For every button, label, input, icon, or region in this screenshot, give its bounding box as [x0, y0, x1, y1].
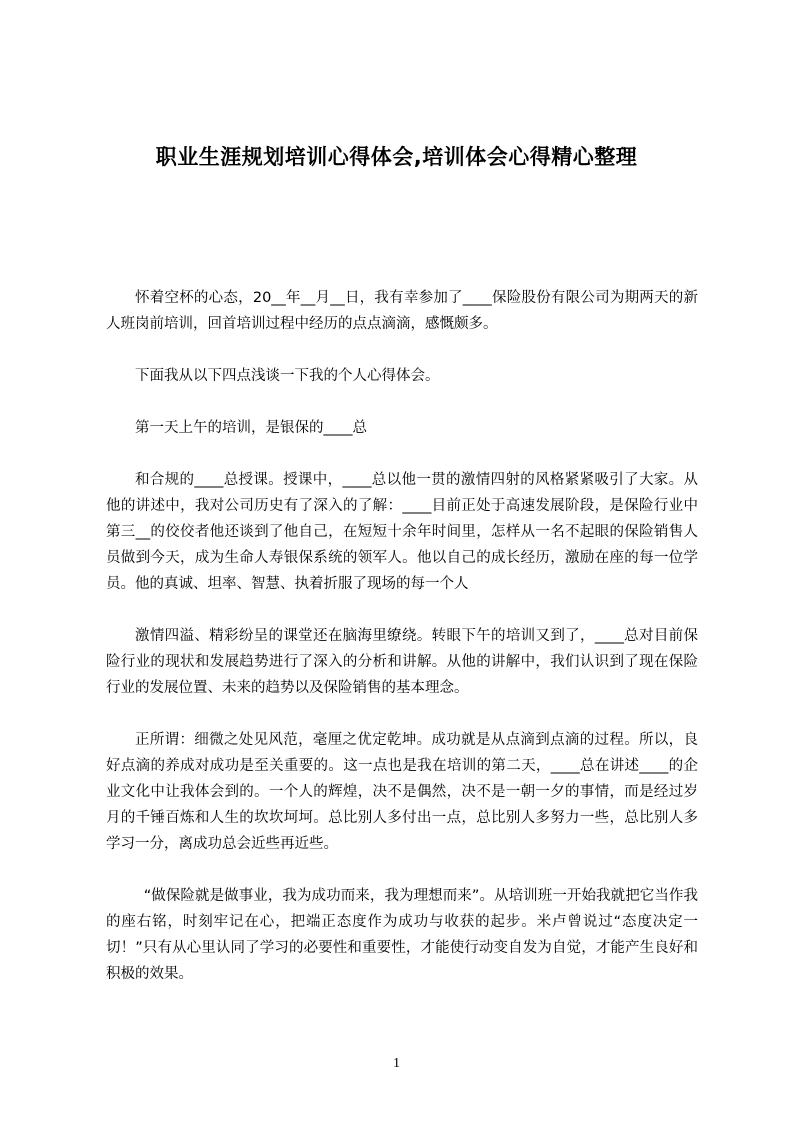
document-body — [106, 285, 698, 1013]
paragraph-compliance-lecture: 和合规的____总授课。授课中，____总以他一贯的激情四射的风格紧紧吸引了大家。从他的讲述中，我对公司历史有了深入的了解：____目前正处于高速发展阶段，是保险行业中第三__的佼佼者他还谈到了他自己，在短短十余年时间里，怎样从一名不起眼的保险销售人员做到今天，成为生命人寿银保系统的领军人。他以自己的成长经历，激励在座的每一位学员。他的真诚、坦率、智慧、执着折服了现场的每一个人 — [106, 472, 698, 592]
page-number: 1 — [393, 1056, 400, 1071]
paragraph-details-matter: 正所谓：细微之处见风范，毫厘之优定乾坤。成功就是从点滴到点滴的过程。所以，良好点滴的养成对成功是至关重要的。这一点也是我在培训的第二天，____总在讲述____的企业文化中让我体会到的。一个人的辉煌，决不是偶然，决不是一朝一夕的事情，而是经过岁月的千锤百炼和人生的坎坎坷坷。总比别人多付出一点，总比别人多努力一些，总比别人多学习一分，离成功总会近些再近些。 — [106, 732, 698, 852]
paragraph-afternoon-training: 激情四溢、精彩纷呈的课堂还在脑海里缭绕。转眼下午的培训又到了，____总对目前保险行业的现状和发展趋势进行了深入的分析和讲解。从他的讲解中，我们认识到了现在保险行业的发展位置、未来的趋势以及保险销售的基本理念。 — [106, 628, 698, 696]
paragraph-outline: 下面我从以下四点浅谈一下我的个人心得体会。 — [135, 368, 440, 384]
document-title: 职业生涯规划培训心得体会,培训体会心得精心整理 — [155, 145, 638, 169]
paragraph-day-one-morning: 第一天上午的培训，是银保的____总 — [135, 420, 367, 436]
paragraph-motto: “做保险就是做事业，我为成功而来，我为理想而来”。从培训班一开始我就把它当作我的座右铭，时刻牢记在心，把端正态度作为成功与收获的起步。米卢曾说过“态度决定一切！”只有从心里认同了学习的必要性和重要性，才能使行动变自发为自觉，才能产生良好和积极的效果。 — [106, 888, 698, 982]
paragraph-intro: 怀着空杯的心态，20__年__月__日，我有幸参加了____保险股份有限公司为期两天的新人班岗前培训，回首培训过程中经历的点点滴滴，感慨颇多。 — [106, 290, 698, 332]
